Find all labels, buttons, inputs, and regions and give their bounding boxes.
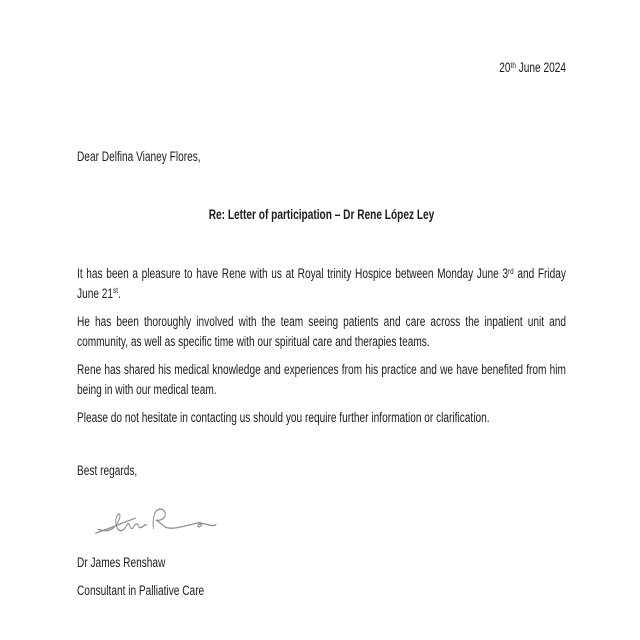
- body-paragraph-4: Please do not hesitate in contacting us should you require further information or clarification.: [77, 410, 490, 425]
- date-month-year: June 2024: [515, 60, 566, 75]
- paragraph-1-text-b: and Friday June 21: [77, 266, 566, 301]
- signature-scribble: [91, 503, 222, 537]
- salutation: Dear Delfina Vianey Flores,: [77, 149, 201, 164]
- signer-title: Consultant in Palliative Care: [77, 582, 205, 598]
- date-day: 20: [499, 60, 511, 75]
- signer-name: Dr James Renshaw: [77, 554, 166, 570]
- paragraph-1-ordinal-st: st: [113, 285, 119, 295]
- subject-line: Re: Letter of participation – Dr Rene López Ley: [208, 207, 435, 222]
- paragraph-1-text-a: It has been a pleasure to have Rene with us at Royal trinity Hospice between Monday June 3: [77, 266, 509, 281]
- paragraph-1-ordinal-rd: rd: [508, 265, 514, 276]
- body-paragraph-2: He has been thoroughly involved with the team seeing patients and care across the inpatient unit and community, as well as specific time with our spiritual care and therapies teams.: [77, 314, 566, 349]
- date-ordinal: th: [510, 59, 516, 70]
- letter-date: [77, 59, 566, 76]
- body-paragraph-3: Rene has shared his medical knowledge and experiences from his practice and we have benefited from him being in with our medical team.: [77, 362, 566, 397]
- body-paragraph-1: [77, 264, 566, 303]
- paragraph-1-text-c: .: [118, 285, 121, 301]
- letter-text-block: [77, 59, 566, 599]
- valediction: Best regards,: [77, 462, 138, 478]
